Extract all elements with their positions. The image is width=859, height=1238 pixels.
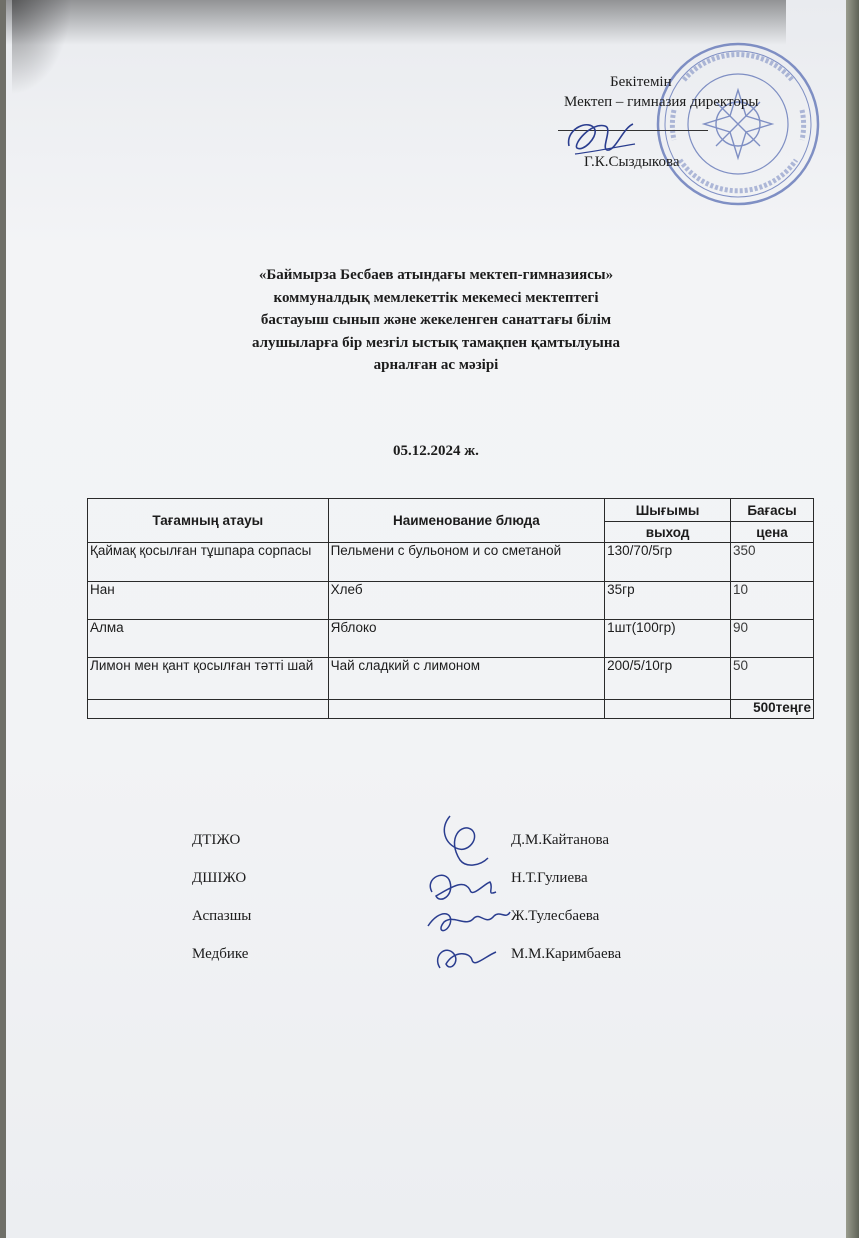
- background-edge: [846, 0, 859, 1238]
- cell-price: 50: [731, 658, 814, 700]
- cell-yield: 130/70/5гр: [605, 543, 731, 582]
- staff-name: М.М.Каримбаева: [511, 946, 622, 962]
- cell-name-kz: Лимон мен қант қосылған тәтті шай: [88, 658, 329, 700]
- title-line: «Баймырза Бесбаев атындағы мектеп-гимназиясы»: [258, 267, 614, 283]
- staff-role: ДШІЖО: [192, 870, 247, 886]
- scan-shadow-corner: [12, 0, 72, 95]
- title-line: бастауыш сынып және жекеленген санаттағы білім: [260, 312, 612, 328]
- table-row: [88, 582, 814, 620]
- menu-table: [87, 498, 814, 719]
- table-row: [88, 620, 814, 658]
- staff-role: Медбике: [192, 946, 249, 962]
- cell-price: 350: [731, 543, 814, 582]
- cell-price: 90: [731, 620, 814, 658]
- document-title: [176, 264, 696, 377]
- cell-name-ru: Хлеб: [328, 582, 605, 620]
- title-line: алушыларға бір мезгіл ыстық тамақпен қамтылуына: [251, 334, 621, 351]
- header-price-kz: Бағасы: [731, 499, 814, 522]
- menu-date: 05.12.2024 ж.: [393, 443, 479, 459]
- table-header-row: [88, 499, 814, 522]
- cell-yield: 35гр: [605, 582, 731, 620]
- empty-cell: [88, 700, 329, 719]
- title-line: арналған ас мәзірі: [373, 357, 499, 373]
- table-row: [88, 658, 814, 700]
- staff-role: Аспазшы: [192, 908, 252, 924]
- title-line: коммуналдық мемлекеттік мекемесі мектептегі: [273, 289, 599, 306]
- staff-role: ДТІЖО: [192, 832, 241, 848]
- total-price: 500теңге: [731, 700, 814, 719]
- table-row: [88, 543, 814, 582]
- empty-cell: [605, 700, 731, 719]
- staff-row: [192, 832, 692, 852]
- cell-yield: 200/5/10гр: [605, 658, 731, 700]
- staff-row: [192, 908, 692, 928]
- approval-label: Бекітемін: [610, 74, 672, 90]
- cell-name-kz: Алма: [88, 620, 329, 658]
- header-yield-kz: Шығымы: [605, 499, 731, 522]
- staff-name: Ж.Тулесбаева: [511, 908, 600, 924]
- header-name-ru: Наименование блюда: [328, 499, 605, 543]
- header-yield-ru: выход: [605, 522, 731, 543]
- staff-name: Д.М.Кайтанова: [511, 832, 610, 848]
- header-price-ru: цена: [731, 522, 814, 543]
- cell-name-ru: Чай сладкий с лимоном: [328, 658, 605, 700]
- cell-price: 10: [731, 582, 814, 620]
- cell-name-ru: Пельмени с бульоном и со сметаной: [328, 543, 605, 582]
- cell-name-kz: Қаймақ қосылған тұшпара сорпасы: [88, 543, 329, 582]
- cell-name-ru: Яблоко: [328, 620, 605, 658]
- staff-row: [192, 946, 692, 966]
- cell-name-kz: Нан: [88, 582, 329, 620]
- staff-row: [192, 870, 692, 890]
- scan-shadow: [6, 0, 786, 45]
- staff-name: Н.Т.Гулиева: [511, 870, 588, 886]
- header-name-kz: Тағамның атауы: [88, 499, 329, 543]
- director-name: Г.К.Сыздыкова: [584, 154, 680, 170]
- official-seal: [654, 40, 822, 208]
- table-total-row: [88, 700, 814, 719]
- director-signature: [561, 108, 641, 168]
- cell-yield: 1шт(100гр): [605, 620, 731, 658]
- empty-cell: [328, 700, 605, 719]
- approval-role: Мектеп – гимназия директоры: [564, 94, 759, 110]
